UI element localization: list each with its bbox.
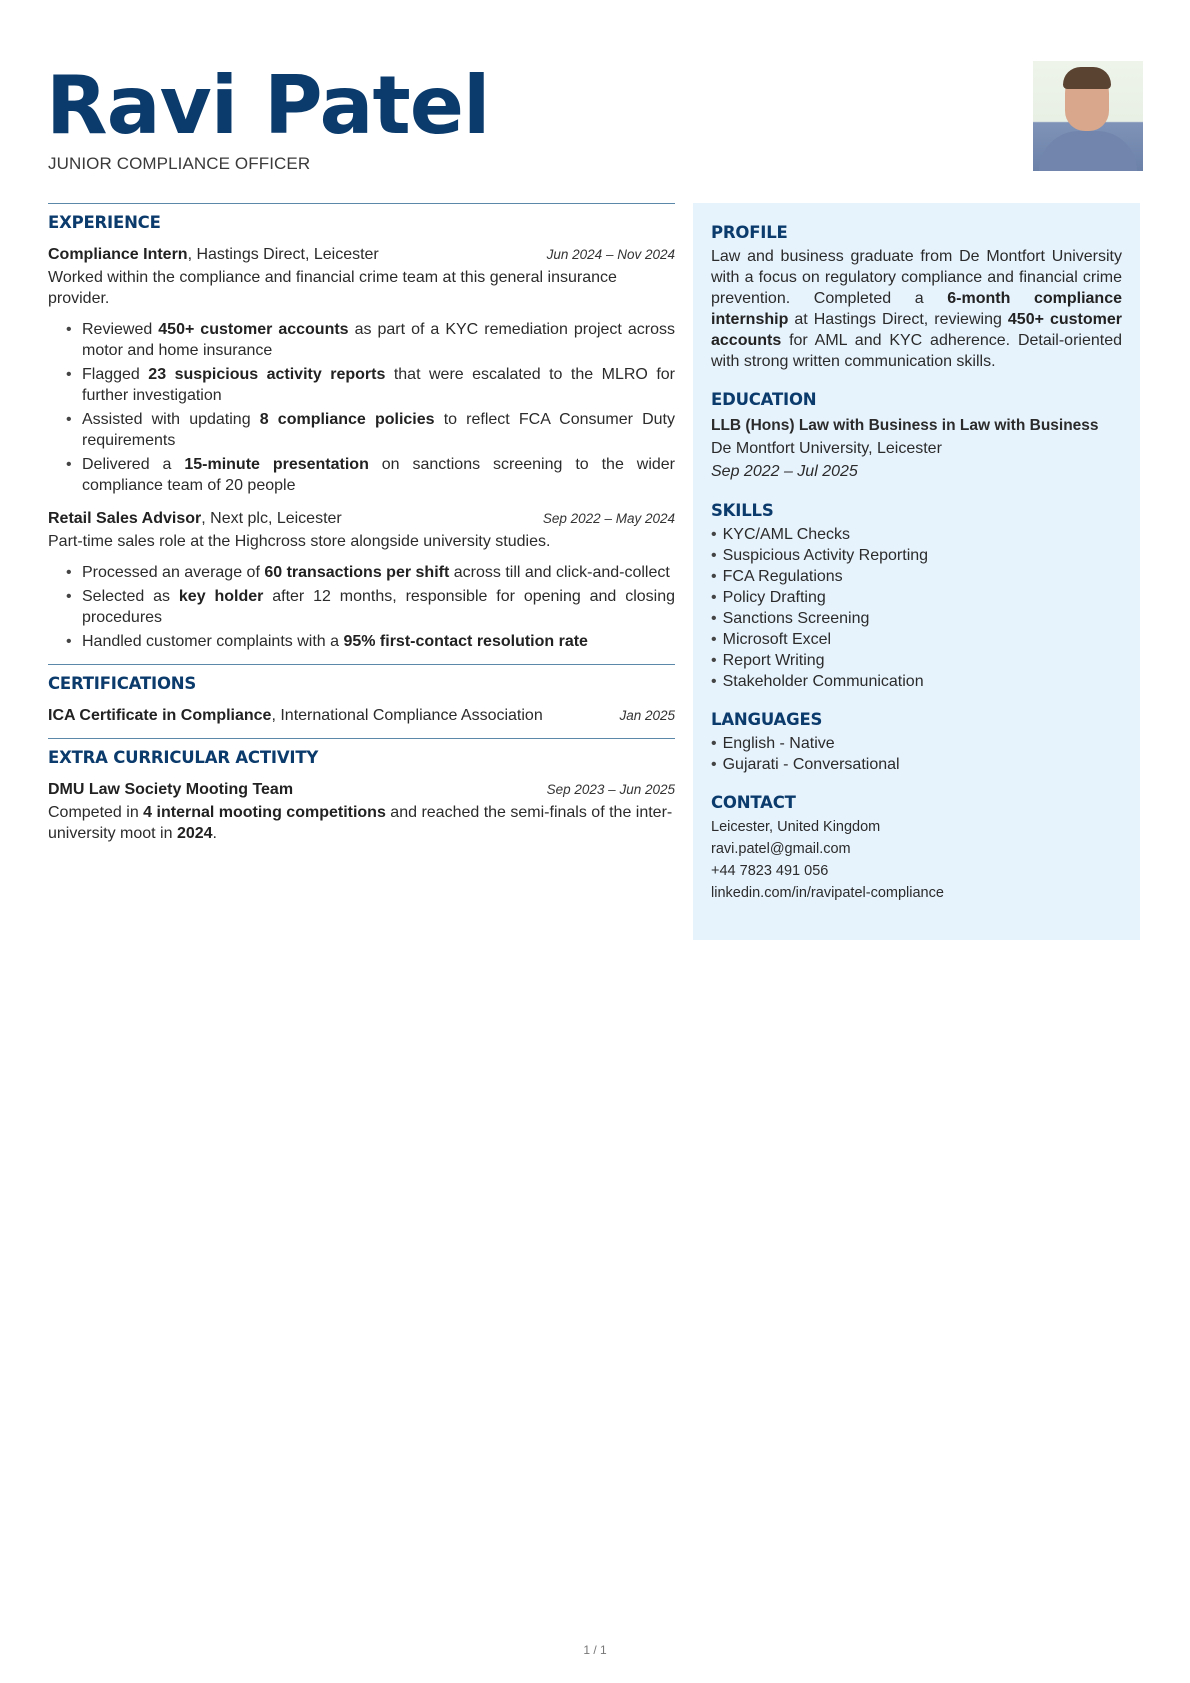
activity-dates: Sep 2023 – Jun 2025: [546, 782, 675, 797]
language-item: • Gujarati - Conversational: [711, 754, 1122, 775]
education-dates: Sep 2022 – Jul 2025: [711, 463, 858, 480]
entry-title: [48, 245, 379, 265]
certification-name: ICA Certificate in Compliance: [48, 707, 272, 724]
photo-hair: [1063, 67, 1111, 89]
experience-heading: EXPERIENCE: [48, 213, 161, 232]
contact-linkedin[interactable]: linkedin.com/in/ravipatel-compliance: [711, 885, 944, 901]
achievement-item: [66, 409, 675, 451]
profile-summary: [711, 246, 1122, 372]
achievement-item: [66, 562, 675, 583]
text: across till and click-and-collect: [449, 564, 670, 581]
main-column: [48, 203, 675, 844]
section-divider: [48, 203, 675, 204]
achievement-item: [66, 319, 675, 361]
text: for AML and KYC adherence. Detail-oriented with strong written communication skills.: [711, 332, 1122, 370]
job-dates: Jun 2024 – Nov 2024: [546, 247, 675, 262]
text: after 12 months, responsible for opening and closing procedures: [82, 588, 676, 626]
highlight: 60 transactions per shift: [264, 564, 450, 581]
certification-title: [48, 706, 543, 726]
education-heading: EDUCATION: [711, 390, 817, 409]
certification-date: Jan 2025: [619, 708, 675, 723]
skill-item: • Stakeholder Communication: [711, 671, 1122, 692]
skills-heading: SKILLS: [711, 501, 774, 520]
text: at Hastings Direct, reviewing: [788, 311, 1008, 328]
highlight: 23 suspicious activity reports: [148, 366, 386, 383]
achievement-item: [66, 631, 675, 652]
skills-list: [711, 524, 1122, 692]
contact-section: [711, 793, 1122, 904]
highlight: 15-minute presentation: [184, 456, 369, 473]
highlight: 450+ customer accounts: [158, 321, 349, 338]
highlight: 2024: [176, 825, 213, 842]
job-role: Compliance Intern: [48, 246, 188, 263]
skills-section: [711, 501, 1122, 692]
job-role: Retail Sales Advisor: [48, 510, 202, 527]
entry-header: [48, 245, 675, 265]
text: as part of a KYC remediation project across motor and home insurance: [82, 321, 676, 359]
text: that were escalated to the MLRO for further investigation: [82, 366, 675, 404]
skill-item: • Report Writing: [711, 650, 1122, 671]
job-title: JUNIOR COMPLIANCE OFFICER: [48, 154, 311, 173]
profile-section: [711, 223, 1122, 372]
languages-section: [711, 710, 1122, 775]
profile-heading: PROFILE: [711, 223, 788, 242]
highlight: 450+ customer accounts: [711, 311, 1122, 349]
text: and reached the semi-finals of the inter-university moot in: [48, 804, 673, 842]
candidate-name: Ravi Patel: [46, 59, 490, 152]
activity-header: [48, 780, 675, 800]
highlight: 95% first-contact resolution rate: [343, 633, 588, 650]
job-summary: Worked within the compliance and financial crime team at this general insurance provider.: [48, 269, 617, 307]
certification-entry: [48, 706, 675, 726]
school: De Montfort University, Leicester: [711, 440, 942, 457]
contact-location: Leicester, United Kingdom: [711, 819, 881, 835]
job-org: , Next plc, Leicester: [201, 510, 342, 527]
job-dates: Sep 2022 – May 2024: [542, 511, 675, 526]
section-divider: [48, 664, 675, 665]
job-summary: Part-time sales role at the Highcross store alongside university studies.: [48, 533, 551, 550]
extracurricular-heading: EXTRA CURRICULAR ACTIVITY: [48, 748, 319, 767]
achievement-list: [48, 319, 675, 496]
text: Competed in: [48, 804, 144, 821]
entry-title: [48, 509, 342, 529]
section-divider: [48, 738, 675, 739]
experience-entry: [48, 509, 675, 652]
text: Law and business graduate from De Montfort University with a focus on regulatory compliance and financial crime prevention. Completed a: [711, 248, 1122, 307]
sidebar: [693, 203, 1140, 940]
skill-item: • FCA Regulations: [711, 566, 1122, 587]
text: on sanctions screening to the wider compliance team of 20 people: [82, 456, 676, 494]
skill-item: • KYC/AML Checks: [711, 524, 1122, 545]
skill-item: • Policy Drafting: [711, 587, 1122, 608]
text: Handled customer complaints with a: [82, 633, 344, 650]
entry-header: [48, 509, 675, 529]
skill-item: • Sanctions Screening: [711, 608, 1122, 629]
text: .: [212, 825, 217, 842]
contact-heading: CONTACT: [711, 793, 796, 812]
highlight: 4 internal mooting competitions: [143, 804, 386, 821]
certifications-heading: CERTIFICATIONS: [48, 674, 197, 693]
text: Flagged: [82, 366, 149, 383]
text: Processed an average of: [82, 564, 265, 581]
skill-item: • Suspicious Activity Reporting: [711, 545, 1122, 566]
activity-name: DMU Law Society Mooting Team: [48, 781, 294, 798]
highlight: 8 compliance policies: [259, 411, 435, 428]
achievement-item: [66, 364, 675, 406]
text: to reflect FCA Consumer Duty requirements: [82, 411, 675, 449]
languages-list: [711, 733, 1122, 775]
highlight: 6-month compliance internship: [711, 290, 1123, 328]
achievement-list: [48, 562, 675, 652]
education-section: [711, 390, 1122, 483]
experience-entry: [48, 245, 675, 496]
activity-description: [48, 802, 675, 844]
text: Selected as: [82, 588, 179, 605]
language-item: • English - Native: [711, 733, 1122, 754]
text: Assisted with updating: [82, 411, 260, 428]
text: Reviewed: [82, 321, 159, 338]
achievement-item: [66, 586, 675, 628]
photo-shirt: [1039, 131, 1137, 171]
skill-item: • Microsoft Excel: [711, 629, 1122, 650]
languages-heading: LANGUAGES: [711, 710, 823, 729]
contact-email[interactable]: ravi.patel@gmail.com: [711, 841, 851, 857]
job-org: , Hastings Direct, Leicester: [187, 246, 379, 263]
degree: LLB (Hons) Law with Business in Law with Business: [711, 417, 1099, 434]
profile-photo: [1033, 61, 1143, 171]
text: Delivered a: [82, 456, 185, 473]
highlight: key holder: [178, 588, 264, 605]
contact-phone[interactable]: +44 7823 491 056: [711, 863, 829, 879]
achievement-item: [66, 454, 675, 496]
certification-org: , International Compliance Association: [271, 707, 543, 724]
page-number: 1 / 1: [583, 1643, 607, 1657]
